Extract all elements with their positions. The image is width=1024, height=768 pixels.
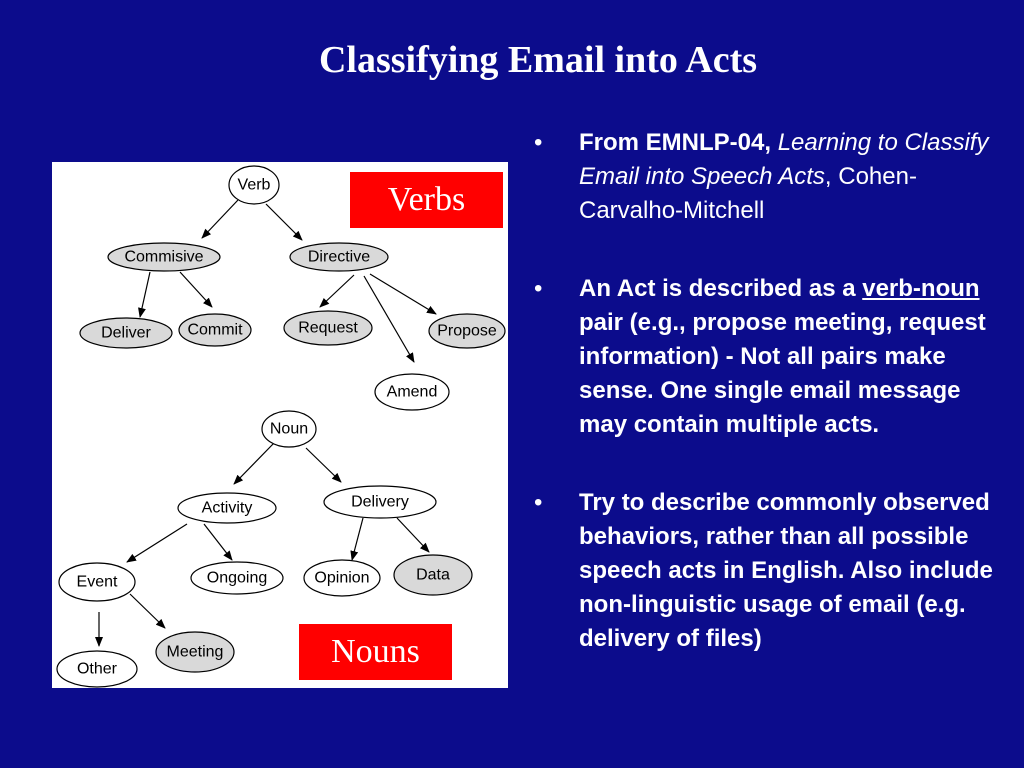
edge-delivery-data <box>397 518 429 552</box>
node-label-request: Request <box>298 319 358 337</box>
edge-noun-delivery <box>306 448 341 482</box>
node-label-ongoing: Ongoing <box>206 569 268 587</box>
bullet-item-definition <box>534 272 994 442</box>
node-label-event: Event <box>76 573 118 591</box>
bullet-item-guideline <box>534 486 994 656</box>
node-label-directive: Directive <box>307 248 371 266</box>
bullet-marker: • <box>534 129 543 156</box>
node-label-commisive: Commisive <box>124 248 204 266</box>
edge-noun-activity <box>234 443 274 484</box>
node-label-propose: Propose <box>437 322 497 340</box>
edge-directive-propose <box>370 274 436 314</box>
edge-commisive-commit <box>180 272 212 307</box>
bullet-source-prefix: From EMNLP-04, <box>579 129 778 156</box>
edge-directive-amend <box>364 276 414 362</box>
node-label-noun: Noun <box>269 420 309 438</box>
edge-delivery-opinion <box>352 518 363 560</box>
bullet-marker: • <box>534 489 543 516</box>
node-label-deliver: Deliver <box>101 324 151 342</box>
bullet-definition-term: verb-noun <box>862 275 980 302</box>
node-label-opinion: Opinion <box>314 569 370 587</box>
page-title: Classifying Email into Acts <box>318 39 758 81</box>
bullet-marker: • <box>534 275 543 302</box>
bullet-list <box>534 126 994 700</box>
node-label-verb: Verb <box>237 176 271 194</box>
node-label-amend: Amend <box>386 383 438 401</box>
edge-event-meeting <box>130 594 165 628</box>
edge-commisive-deliver <box>140 272 150 317</box>
edge-verb-directive <box>266 204 302 240</box>
bullet-guideline-text: Try to describe commonly observed behaviors, rather than all possible speech acts in English. Also include non-linguistic usage of email (e.g. delivery of files) <box>579 489 993 652</box>
node-label-data: Data <box>416 566 450 584</box>
bullet-source-authors: , Cohen-Carvalho-Mitchell <box>579 163 917 224</box>
verb-noun-diagram <box>52 162 508 688</box>
edge-directive-request <box>320 275 354 307</box>
node-label-meeting: Meeting <box>166 643 224 661</box>
nouns-tag: Nouns <box>299 624 452 680</box>
edge-verb-commisive <box>202 200 238 238</box>
verbs-tag: Verbs <box>350 172 503 228</box>
bullet-source-paper-title: Learning to Classify Email into Speech Acts <box>579 129 989 190</box>
edge-activity-event <box>127 524 187 562</box>
bullet-definition-lead: An Act is described as a <box>579 275 863 302</box>
diagram-svg <box>52 162 508 688</box>
node-label-delivery: Delivery <box>351 493 409 511</box>
node-label-commit: Commit <box>187 321 243 339</box>
bullet-item-source <box>534 126 994 228</box>
noun-edges <box>99 443 429 646</box>
node-label-activity: Activity <box>201 499 253 517</box>
bullet-definition-rest: pair (e.g., propose meeting, request information) - Not all pairs make sense. One single email message may contain multiple acts. <box>579 309 986 438</box>
edge-activity-ongoing <box>204 524 232 560</box>
node-label-other: Other <box>76 660 118 678</box>
